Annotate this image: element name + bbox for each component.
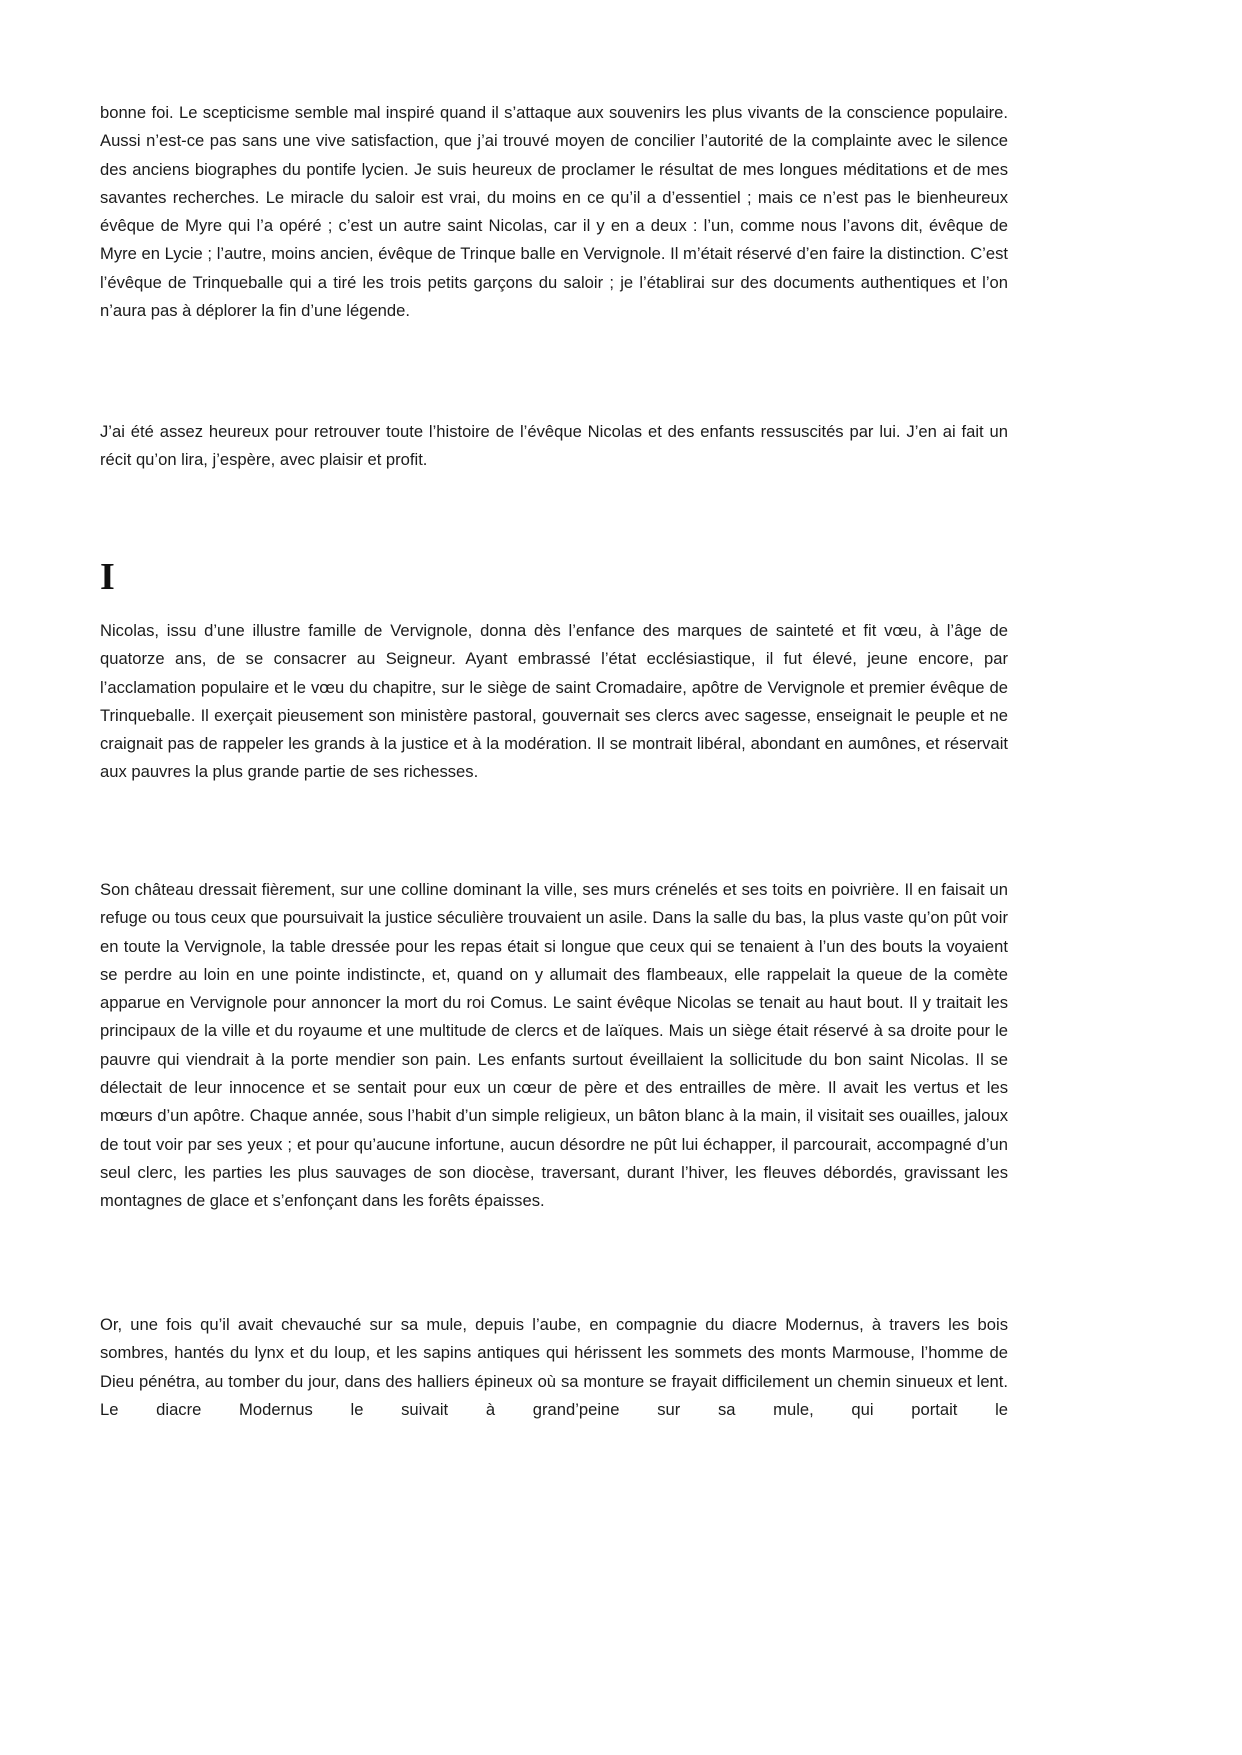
chapter-heading: I — [100, 556, 115, 598]
chapter-paragraph-2: Son château dressait fièrement, sur une colline dominant la ville, ses murs crénelés et ses toits en poivrière. Il en faisait un refuge ou tous ceux que poursuivait la justice séculière trouvaient un asile. Dans la salle du bas, la plus vaste qu’on pût voir en toute la Vervignole, la table dressée pour les repas était si longue que ceux qui se tenaient à l’un des bouts la voyaient se perdre au loin en une pointe indistincte, et, quand on y allumait des flambeaux, elle rappelait la queue de la comète apparue en Vervignole pour annoncer la mort du roi Comus. Le saint évêque Nicolas se tenait au haut bout. Il y traitait les principaux de la ville et du royaume et une multitude de clercs et de laïques. Mais un siège était réservé à sa droite pour le pauvre qui viendrait à la porte mendier son pain. Les enfants surtout éveillaient la sollicitude du bon saint Nicolas. Il se délectait de leur innocence et se sentait pour eux un cœur de père et des entrailles de mère. Il avait les vertus et les mœurs d’un apôtre. Chaque année, sous l’habit d’un simple religieux, un bâton blanc à la main, il visitait ses ouailles, jaloux de tout voir par ses yeux ; et pour qu’aucune infortune, aucun désordre ne pût lui échapper, il parcourait, accompagné d’un seul clerc, les parties les plus sauvages de son diocèse, traversant, durant l’hiver, les fleuves débordés, gravissant les montagnes de glace et s’enfonçant dans les forêts épaisses. — [100, 880, 1008, 1211]
chapter-paragraph-3: Or, une fois qu’il avait chevauché sur sa mule, depuis l’aube, en compagnie du diacre Modernus, à travers les bois sombres, hantés du lynx et du loup, et les sapins antiques qui hérissent les sommets des monts Marmouse, l’homme de Dieu pénétra, au tomber du jour, dans des halliers épineux où sa monture se frayait difficilement un chemin sinueux et lent. Le diacre Modernus le suivait à grand’peine sur sa mule, qui portait le — [100, 1315, 1008, 1419]
intro-paragraph-1: bonne foi. Le scepticisme semble mal inspiré quand il s’attaque aux souvenirs les plus vivants de la conscience populaire. Aussi n’est-ce pas sans une vive satisfaction, que j’ai trouvé moyen de concilier l’autorité de la complainte avec le silence des anciens biographes du pontife lycien. Je suis heureux de proclamer le résultat de mes longues méditations et de mes savantes recherches. Le miracle du saloir est vrai, du moins en ce qu’il a d’essentiel ; mais ce n’est pas le bienheureux évêque de Myre qui l’a opéré ; c’est un autre saint Nicolas, car il y en a deux : l’un, comme nous l’avons dit, évêque de Myre en Lycie ; l’autre, moins ancien, évêque de Trinque balle en Vervignole. Il m’était réservé d’en faire la distinction. C’est l’évêque de Trinqueballe qui a tiré les trois petits garçons du saloir ; je l’établirai sur des documents authentiques et l’on n’aura pas à déplorer la fin d’une légende. — [100, 103, 1008, 321]
intro-paragraph-2: J’ai été assez heureux pour retrouver toute l’histoire de l’évêque Nicolas et des enfants ressuscités par lui. J’en ai fait un récit qu’on lira, j’espère, avec plaisir et profit. — [100, 422, 1008, 470]
chapter-paragraph-1: Nicolas, issu d’une illustre famille de Vervignole, donna dès l’enfance des marques de sainteté et fit vœu, à l’âge de quatorze ans, de se consacrer au Seigneur. Ayant embrassé l’état ecclésiastique, il fut élevé, jeune encore, par l’acclamation populaire et le vœu du chapitre, sur le siège de saint Cromadaire, apôtre de Vervignole et premier évêque de Trinqueballe. Il exerçait pieusement son ministère pastoral, gouvernait ses clercs avec sagesse, enseignait le peuple et ne craignait pas de rappeler les grands à la justice et à la modération. Il se montrait libéral, abondant en aumônes, et réservait aux pauvres la plus grande partie de ses richesses. — [100, 621, 1008, 782]
